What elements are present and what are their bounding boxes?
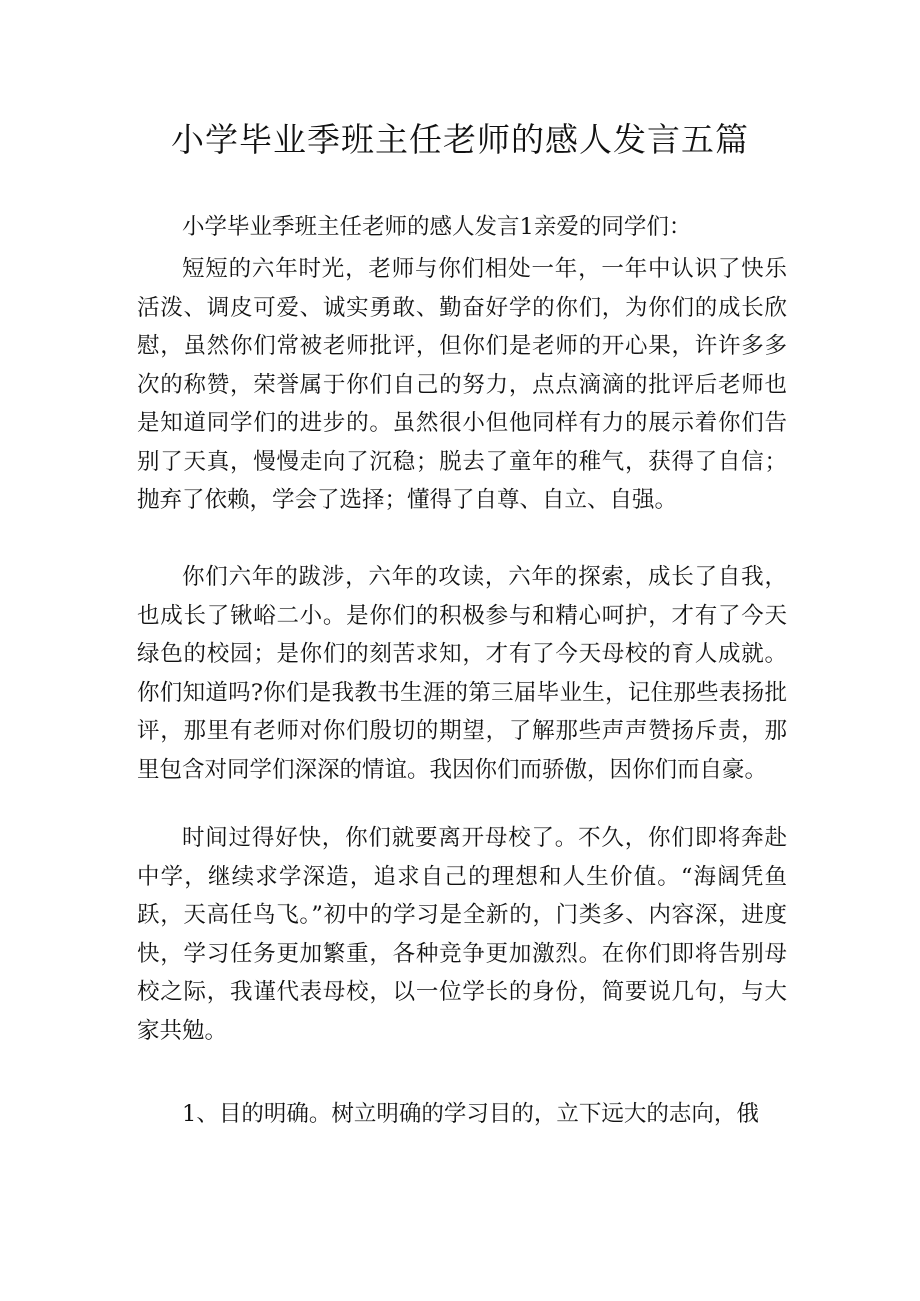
paragraph-3: 时间过得好快，你们就要离开母校了。不久，你们即将奔赴中学，继续求学深造，追求自己的理想和人生价值。“海阔凭鱼跃，天高任鸟飞。”初中的学习是全新的，门类多、内容深，进度快，学习任务更加繁重，各种竞争更加激烈。在你们即将告别母校之际，我谨代表母校，以一位学长的身份，简要说几句，与大家共勉。 [137,825,787,1044]
paragraph-2: 你们六年的跋涉，六年的攻读，六年的探索，成长了自我，也成长了锹峪二小。是你们的积极参与和精心呵护，才有了今天绿色的校园；是你们的刻苦求知，才有了今天母校的育人成就。你们知道吗?你们是我教书生涯的第三届毕业生，记住那些表扬批评，那里有老师对你们殷切的期望，了解那些声声赞扬斥责，那里包含对同学们深深的情谊。我因你们而骄傲，因你们而自豪。 [137,564,787,783]
paragraph-intro: 小学毕业季班主任老师的感人发言1亲爱的同学们： [182,214,692,240]
paragraph-1: 短短的六年时光，老师与你们相处一年，一年中认识了快乐活泼、调皮可爱、诚实勇敢、勤奋好学的你们，为你们的成长欣慰，虽然你们常被老师批评，但你们是老师的开心果，许许多多次的称赞，荣誉属于你们自己的努力，点点滴滴的批评后老师也是知道同学们的进步的。虽然很小但他同样有力的展示着你们告别了天真，慢慢走向了沉稳；脱去了童年的稚气，获得了自信；抛弃了依赖，学会了选择；懂得了自尊、自立、自强。 [137,256,787,513]
document-title: 小学毕业季班主任老师的感人发言五篇 [171,120,749,159]
paragraph-4: 1、目的明确。树立明确的学习目的，立下远大的志向，俄 [182,1101,759,1127]
